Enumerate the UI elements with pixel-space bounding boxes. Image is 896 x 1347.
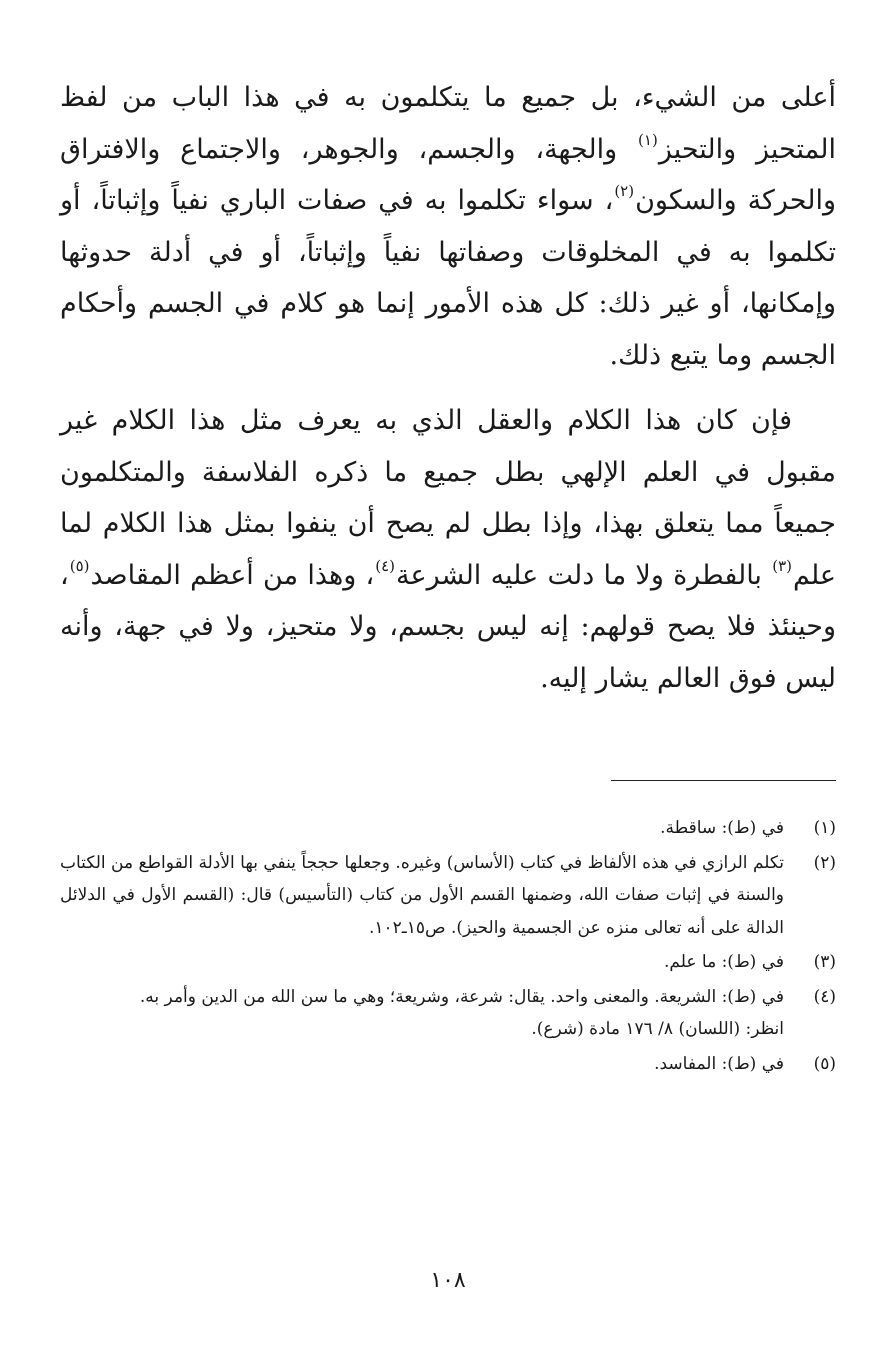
footnote-separator <box>611 780 836 781</box>
text-run: أعلى من الشيء، بل جميع ما يتكلمون به في هذا الباب من لفظ المتحيز والتحيز <box>60 82 836 165</box>
main-text <box>60 72 836 704</box>
footnote-2 <box>60 847 836 945</box>
footnote-4 <box>60 981 836 1046</box>
footnote-marker-2[interactable]: (٢) <box>614 182 635 200</box>
text-run: بالفطرة ولا ما دلت عليه الشرعة <box>396 559 772 591</box>
footnotes <box>60 812 836 1082</box>
text-run: ، وحينئذ فلا يصح قولهم: إنه ليس بجسم، ولا متحيز، ولا في جهة، وأنه ليس فوق العالم يشار إليه. <box>60 559 836 694</box>
footnote-number: (٢) <box>813 852 836 873</box>
book-page <box>60 72 836 1332</box>
footnote-5 <box>60 1048 836 1081</box>
footnote-marker-1[interactable]: (١) <box>638 130 658 149</box>
footnote-text: تكلم الرازي في هذه الألفاظ في كتاب (الأساس) وغيره. وجعلها حججاً ينفي بها الأدلة القواطع من الكتاب والسنة في إثبات صفات الله، وضمنها القسم الأول من كتاب (التأسيس) قال: (القسم الأول في الدلائل الدالة على أنه تعالى منزه عن الجسمية والحيز). ص١٥ـ١٠٢. <box>60 852 784 938</box>
footnote-marker-5[interactable]: (٥) <box>69 556 90 575</box>
page-number: ١٠٨ <box>430 1268 466 1293</box>
text-run: ، سواء تكلموا به في صفات الباري نفياً وإثباتاً، أو تكلموا به في المخلوقات وصفاتها نفياً وإثباتاً، أو في أدلة حدوثها وإمكانها، أو غير ذلك: كل هذه الأمور إنما هو كلام في الجسم وأحكام الجسم وما يتبع ذلك. <box>60 185 836 371</box>
footnote-number: (١) <box>813 818 836 838</box>
footnote-body <box>60 981 784 1046</box>
footnote-number: (٥) <box>813 1053 836 1074</box>
footnote-text: في (ط): ساقطة. <box>660 818 784 838</box>
paragraph-1 <box>60 72 836 381</box>
footnote-reference: انظر: (اللسان) ٨/ ١٧٦ مادة (شرع). <box>531 1019 784 1039</box>
text-run: فإن كان هذا الكلام والعقل الذي به يعرف مثل هذا الكلام غير مقبول في العلم الإلهي بطل جميع ما ذكره الفلاسفة والمتكلمون جميعاً مما يتعلق بهذا، وإذا بطل لم يصح أن ينفوا بمثل هذا الكلام لما علم <box>60 405 837 591</box>
footnote-number: (٣) <box>813 952 836 972</box>
footnote-text: في (ط): الشريعة. والمعنى واحد. يقال: شرعة، وشريعة؛ وهي ما سن الله من الدين وأمر به. <box>139 986 784 1007</box>
footnote-1 <box>60 812 836 845</box>
footnote-text: في (ط): ما علم. <box>664 952 784 972</box>
text-run: ، وهذا من أعظم المقاصد <box>90 559 375 591</box>
footnote-marker-3[interactable]: (٣) <box>772 556 792 575</box>
footnote-text: في (ط): المفاسد. <box>654 1053 784 1074</box>
footnote-3 <box>60 946 836 979</box>
paragraph-2 <box>60 395 836 704</box>
text-run: والجهة، والجسم، والجوهر، والاجتماع والافتراق والحركة والسكون <box>60 133 837 216</box>
footnote-number: (٤) <box>813 986 836 1007</box>
footnote-marker-4[interactable]: (٤) <box>375 556 396 575</box>
